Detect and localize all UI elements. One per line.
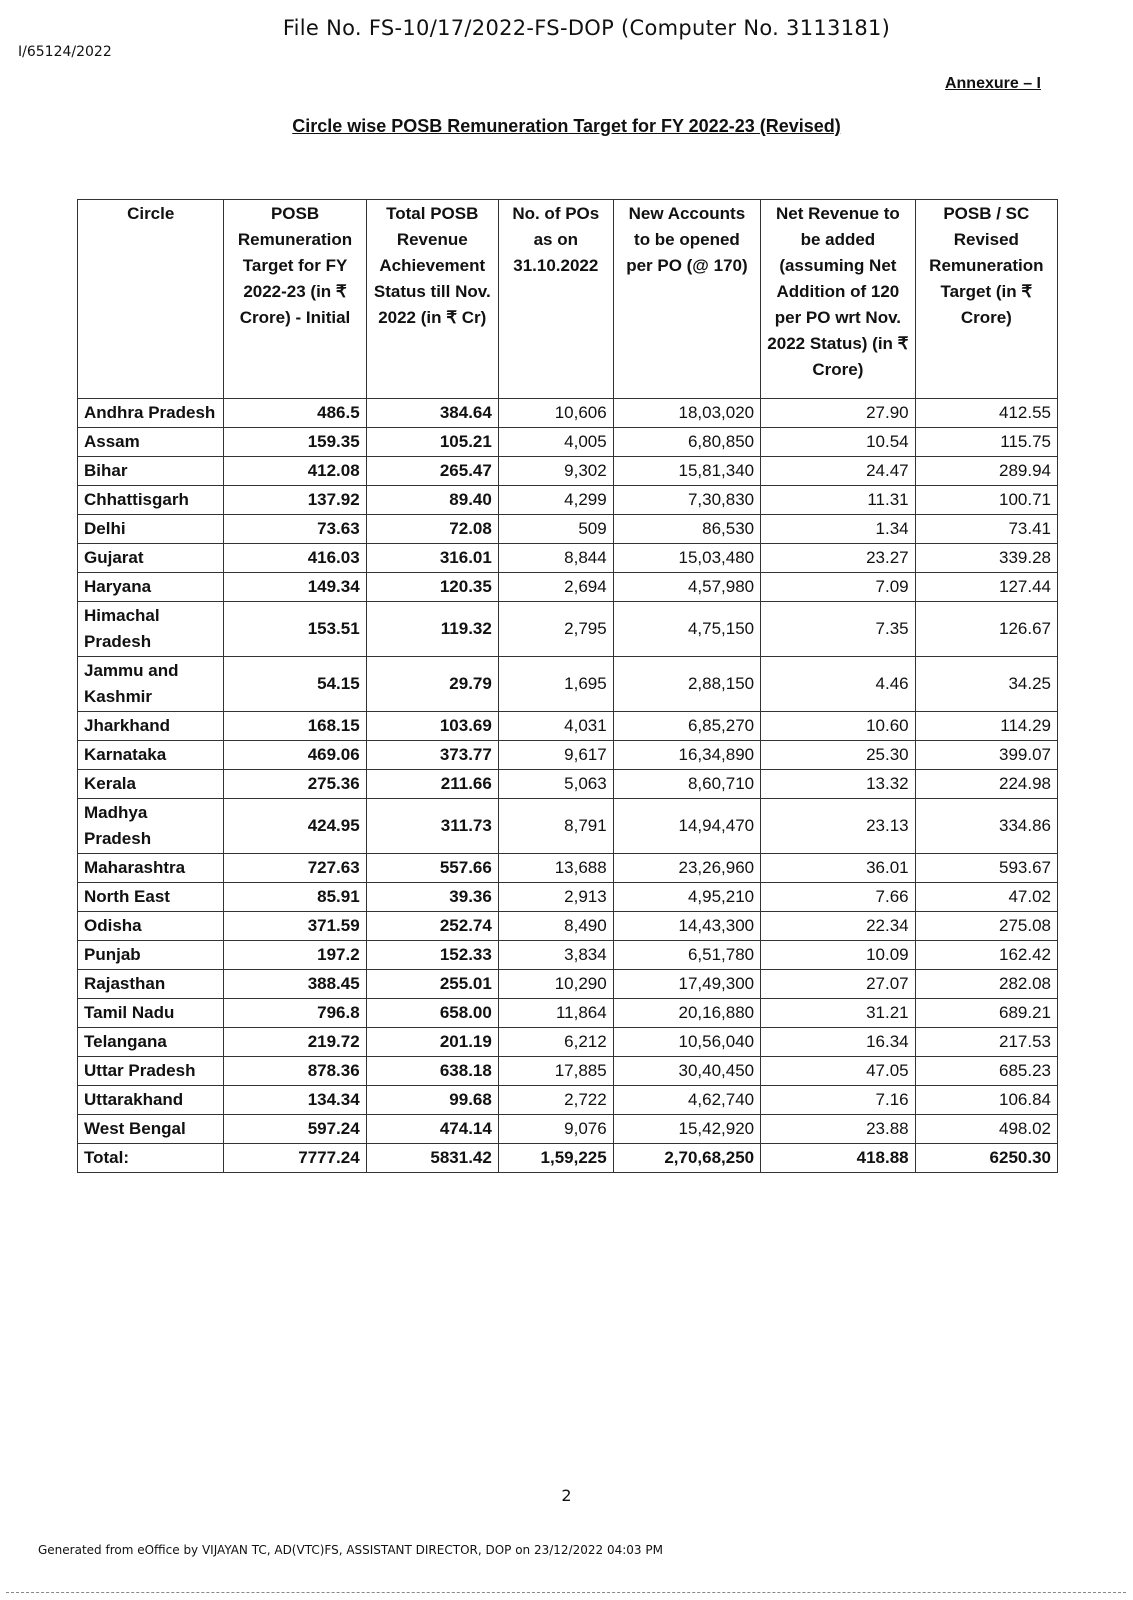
total-row <box>78 1144 1058 1173</box>
revenue-achievement-cell: 638.18 <box>366 1057 498 1086</box>
no-of-pos-cell: 13,688 <box>498 854 613 883</box>
revenue-achievement-cell: 105.21 <box>366 428 498 457</box>
initial-target-cell: 388.45 <box>224 970 366 999</box>
circle-name-cell: Uttar Pradesh <box>78 1057 224 1086</box>
initial-target-cell: 424.95 <box>224 799 366 854</box>
table-row <box>78 770 1058 799</box>
file-number-text: File No. FS-10/17/2022-FS-DOP (Computer No. 3113181) <box>282 16 891 40</box>
circle-name-cell: Andhra Pradesh <box>78 399 224 428</box>
table-row <box>78 941 1058 970</box>
initial-target-cell: 54.15 <box>224 657 366 712</box>
new-accounts-cell: 15,42,920 <box>613 1115 760 1144</box>
initial-target-cell: 149.34 <box>224 573 366 602</box>
circle-name-cell: Telangana <box>78 1028 224 1057</box>
net-revenue-cell: 10.60 <box>761 712 916 741</box>
net-revenue-cell: 7.09 <box>761 573 916 602</box>
table-row <box>78 741 1058 770</box>
new-accounts-cell: 23,26,960 <box>613 854 760 883</box>
new-accounts-cell: 8,60,710 <box>613 770 760 799</box>
no-of-pos-cell: 10,606 <box>498 399 613 428</box>
net-revenue-cell: 16.34 <box>761 1028 916 1057</box>
revenue-achievement-cell: 120.35 <box>366 573 498 602</box>
net-revenue-cell: 418.88 <box>761 1144 916 1173</box>
column-header-no-of-pos: No. of POs as on 31.10.2022 <box>498 200 613 399</box>
revenue-achievement-cell: 103.69 <box>366 712 498 741</box>
circle-name-cell: Kerala <box>78 770 224 799</box>
circle-name-cell: Assam <box>78 428 224 457</box>
revenue-achievement-cell: 29.79 <box>366 657 498 712</box>
revised-target-cell: 498.02 <box>915 1115 1057 1144</box>
revenue-achievement-cell: 255.01 <box>366 970 498 999</box>
new-accounts-cell: 2,88,150 <box>613 657 760 712</box>
table-row <box>78 1057 1058 1086</box>
circle-name-cell: Rajasthan <box>78 970 224 999</box>
column-header-initial-target: POSB Remuneration Target for FY 2022-23 (in ₹ Crore) - Initial <box>224 200 366 399</box>
table-row <box>78 657 1058 712</box>
new-accounts-cell: 15,03,480 <box>613 544 760 573</box>
no-of-pos-cell: 8,791 <box>498 799 613 854</box>
table-row <box>78 912 1058 941</box>
new-accounts-cell: 4,57,980 <box>613 573 760 602</box>
net-revenue-cell: 10.54 <box>761 428 916 457</box>
table-row <box>78 486 1058 515</box>
no-of-pos-cell: 4,005 <box>498 428 613 457</box>
no-of-pos-cell: 4,299 <box>498 486 613 515</box>
new-accounts-cell: 6,85,270 <box>613 712 760 741</box>
no-of-pos-cell: 9,302 <box>498 457 613 486</box>
new-accounts-cell: 10,56,040 <box>613 1028 760 1057</box>
initial-target-cell: 416.03 <box>224 544 366 573</box>
circle-name-cell: Madhya Pradesh <box>78 799 224 854</box>
revenue-achievement-cell: 72.08 <box>366 515 498 544</box>
column-header-new-accounts: New Accounts to be opened per PO (@ 170) <box>613 200 760 399</box>
column-header-net-revenue: Net Revenue to be added (assuming Net Addition of 120 per PO wrt Nov. 2022 Status) (in ₹ Crore) <box>761 200 916 399</box>
table-row <box>78 1115 1058 1144</box>
net-revenue-cell: 7.35 <box>761 602 916 657</box>
table-row <box>78 712 1058 741</box>
net-revenue-cell: 1.34 <box>761 515 916 544</box>
net-revenue-cell: 7.66 <box>761 883 916 912</box>
revenue-achievement-cell: 99.68 <box>366 1086 498 1115</box>
annexure-label: Annexure – I <box>944 75 1041 92</box>
circle-name-cell: Himachal Pradesh <box>78 602 224 657</box>
net-revenue-cell: 22.34 <box>761 912 916 941</box>
revised-target-cell: 217.53 <box>915 1028 1057 1057</box>
circle-name-cell: Gujarat <box>78 544 224 573</box>
revised-target-cell: 289.94 <box>915 457 1057 486</box>
circle-name-cell: Uttarakhand <box>78 1086 224 1115</box>
table-row <box>78 970 1058 999</box>
reference-number: I/65124/2022 <box>18 44 112 60</box>
table-row <box>78 399 1058 428</box>
revenue-achievement-cell: 373.77 <box>366 741 498 770</box>
new-accounts-cell: 2,70,68,250 <box>613 1144 760 1173</box>
table-row <box>78 883 1058 912</box>
initial-target-cell: 7777.24 <box>224 1144 366 1173</box>
initial-target-cell: 796.8 <box>224 999 366 1028</box>
new-accounts-cell: 6,80,850 <box>613 428 760 457</box>
net-revenue-cell: 10.09 <box>761 941 916 970</box>
initial-target-cell: 486.5 <box>224 399 366 428</box>
net-revenue-cell: 27.90 <box>761 399 916 428</box>
circle-name-cell: Jharkhand <box>78 712 224 741</box>
revenue-achievement-cell: 265.47 <box>366 457 498 486</box>
initial-target-cell: 878.36 <box>224 1057 366 1086</box>
no-of-pos-cell: 9,617 <box>498 741 613 770</box>
net-revenue-cell: 23.88 <box>761 1115 916 1144</box>
circle-name-cell: Jammu and Kashmir <box>78 657 224 712</box>
revenue-achievement-cell: 201.19 <box>366 1028 498 1057</box>
initial-target-cell: 275.36 <box>224 770 366 799</box>
circle-name-cell: Delhi <box>78 515 224 544</box>
new-accounts-cell: 86,530 <box>613 515 760 544</box>
no-of-pos-cell: 17,885 <box>498 1057 613 1086</box>
table-row <box>78 1086 1058 1115</box>
no-of-pos-cell: 8,490 <box>498 912 613 941</box>
circle-name-cell: Bihar <box>78 457 224 486</box>
table-row <box>78 799 1058 854</box>
net-revenue-cell: 36.01 <box>761 854 916 883</box>
revised-target-cell: 126.67 <box>915 602 1057 657</box>
revised-target-cell: 224.98 <box>915 770 1057 799</box>
revenue-achievement-cell: 384.64 <box>366 399 498 428</box>
revised-target-cell: 127.44 <box>915 573 1057 602</box>
new-accounts-cell: 4,95,210 <box>613 883 760 912</box>
no-of-pos-cell: 509 <box>498 515 613 544</box>
no-of-pos-cell: 2,694 <box>498 573 613 602</box>
revised-target-cell: 106.84 <box>915 1086 1057 1115</box>
net-revenue-cell: 23.13 <box>761 799 916 854</box>
revenue-achievement-cell: 211.66 <box>366 770 498 799</box>
circle-name-cell: Maharashtra <box>78 854 224 883</box>
no-of-pos-cell: 11,864 <box>498 999 613 1028</box>
revenue-achievement-cell: 89.40 <box>366 486 498 515</box>
revenue-achievement-cell: 316.01 <box>366 544 498 573</box>
revised-target-cell: 689.21 <box>915 999 1057 1028</box>
no-of-pos-cell: 2,913 <box>498 883 613 912</box>
circle-name-cell: Total: <box>78 1144 224 1173</box>
remuneration-target-table <box>77 199 1058 1173</box>
revised-target-cell: 73.41 <box>915 515 1057 544</box>
revenue-achievement-cell: 474.14 <box>366 1115 498 1144</box>
circle-name-cell: Haryana <box>78 573 224 602</box>
new-accounts-cell: 7,30,830 <box>613 486 760 515</box>
net-revenue-cell: 4.46 <box>761 657 916 712</box>
new-accounts-cell: 14,94,470 <box>613 799 760 854</box>
net-revenue-cell: 31.21 <box>761 999 916 1028</box>
new-accounts-cell: 16,34,890 <box>613 741 760 770</box>
table-row <box>78 573 1058 602</box>
no-of-pos-cell: 9,076 <box>498 1115 613 1144</box>
initial-target-cell: 153.51 <box>224 602 366 657</box>
page-number: 2 <box>561 1486 572 1505</box>
new-accounts-cell: 15,81,340 <box>613 457 760 486</box>
new-accounts-cell: 6,51,780 <box>613 941 760 970</box>
generated-footer: Generated from eOffice by VIJAYAN TC, AD(VTC)FS, ASSISTANT DIRECTOR, DOP on 23/12/2022 04:03 PM <box>38 1543 663 1557</box>
revised-target-cell: 339.28 <box>915 544 1057 573</box>
revenue-achievement-cell: 311.73 <box>366 799 498 854</box>
revised-target-cell: 282.08 <box>915 970 1057 999</box>
new-accounts-cell: 18,03,020 <box>613 399 760 428</box>
no-of-pos-cell: 1,59,225 <box>498 1144 613 1173</box>
net-revenue-cell: 25.30 <box>761 741 916 770</box>
file-number <box>0 16 1133 40</box>
new-accounts-cell: 4,62,740 <box>613 1086 760 1115</box>
initial-target-cell: 597.24 <box>224 1115 366 1144</box>
circle-name-cell: Tamil Nadu <box>78 999 224 1028</box>
initial-target-cell: 412.08 <box>224 457 366 486</box>
revised-target-cell: 114.29 <box>915 712 1057 741</box>
initial-target-cell: 73.63 <box>224 515 366 544</box>
circle-name-cell: Odisha <box>78 912 224 941</box>
revised-target-cell: 115.75 <box>915 428 1057 457</box>
no-of-pos-cell: 8,844 <box>498 544 613 573</box>
revised-target-cell: 47.02 <box>915 883 1057 912</box>
initial-target-cell: 159.35 <box>224 428 366 457</box>
table-header-row <box>78 200 1058 399</box>
revenue-achievement-cell: 152.33 <box>366 941 498 970</box>
table-row <box>78 544 1058 573</box>
no-of-pos-cell: 10,290 <box>498 970 613 999</box>
revenue-achievement-cell: 39.36 <box>366 883 498 912</box>
table-row <box>78 457 1058 486</box>
no-of-pos-cell: 6,212 <box>498 1028 613 1057</box>
no-of-pos-cell: 3,834 <box>498 941 613 970</box>
initial-target-cell: 469.06 <box>224 741 366 770</box>
column-header-circle: Circle <box>78 200 224 399</box>
circle-name-cell: Karnataka <box>78 741 224 770</box>
revenue-achievement-cell: 557.66 <box>366 854 498 883</box>
initial-target-cell: 727.63 <box>224 854 366 883</box>
circle-name-cell: Chhattisgarh <box>78 486 224 515</box>
revised-target-cell: 412.55 <box>915 399 1057 428</box>
net-revenue-cell: 11.31 <box>761 486 916 515</box>
revised-target-cell: 275.08 <box>915 912 1057 941</box>
circle-name-cell: West Bengal <box>78 1115 224 1144</box>
circle-name-cell: Punjab <box>78 941 224 970</box>
net-revenue-cell: 13.32 <box>761 770 916 799</box>
table-row <box>78 1028 1058 1057</box>
revenue-achievement-cell: 252.74 <box>366 912 498 941</box>
initial-target-cell: 197.2 <box>224 941 366 970</box>
revenue-achievement-cell: 658.00 <box>366 999 498 1028</box>
table-row <box>78 515 1058 544</box>
circle-name-cell: North East <box>78 883 224 912</box>
net-revenue-cell: 47.05 <box>761 1057 916 1086</box>
revised-target-cell: 6250.30 <box>915 1144 1057 1173</box>
revised-target-cell: 100.71 <box>915 486 1057 515</box>
initial-target-cell: 168.15 <box>224 712 366 741</box>
page-edge-line <box>6 1592 1126 1593</box>
table-row <box>78 428 1058 457</box>
document-title: Circle wise POSB Remuneration Target for FY 2022-23 (Revised) <box>292 116 841 136</box>
revised-target-cell: 399.07 <box>915 741 1057 770</box>
net-revenue-cell: 24.47 <box>761 457 916 486</box>
revenue-achievement-cell: 5831.42 <box>366 1144 498 1173</box>
revised-target-cell: 162.42 <box>915 941 1057 970</box>
no-of-pos-cell: 2,722 <box>498 1086 613 1115</box>
no-of-pos-cell: 1,695 <box>498 657 613 712</box>
no-of-pos-cell: 2,795 <box>498 602 613 657</box>
revised-target-cell: 34.25 <box>915 657 1057 712</box>
revised-target-cell: 334.86 <box>915 799 1057 854</box>
column-header-revised-target: POSB / SC Revised Remuneration Target (in ₹ Crore) <box>915 200 1057 399</box>
net-revenue-cell: 23.27 <box>761 544 916 573</box>
net-revenue-cell: 7.16 <box>761 1086 916 1115</box>
new-accounts-cell: 14,43,300 <box>613 912 760 941</box>
revised-target-cell: 685.23 <box>915 1057 1057 1086</box>
initial-target-cell: 134.34 <box>224 1086 366 1115</box>
initial-target-cell: 371.59 <box>224 912 366 941</box>
net-revenue-cell: 27.07 <box>761 970 916 999</box>
table-row <box>78 602 1058 657</box>
initial-target-cell: 219.72 <box>224 1028 366 1057</box>
no-of-pos-cell: 5,063 <box>498 770 613 799</box>
new-accounts-cell: 30,40,450 <box>613 1057 760 1086</box>
new-accounts-cell: 20,16,880 <box>613 999 760 1028</box>
table-row <box>78 999 1058 1028</box>
initial-target-cell: 85.91 <box>224 883 366 912</box>
new-accounts-cell: 17,49,300 <box>613 970 760 999</box>
column-header-revenue-achievement: Total POSB Revenue Achievement Status till Nov. 2022 (in ₹ Cr) <box>366 200 498 399</box>
initial-target-cell: 137.92 <box>224 486 366 515</box>
no-of-pos-cell: 4,031 <box>498 712 613 741</box>
table-row <box>78 854 1058 883</box>
revised-target-cell: 593.67 <box>915 854 1057 883</box>
new-accounts-cell: 4,75,150 <box>613 602 760 657</box>
revenue-achievement-cell: 119.32 <box>366 602 498 657</box>
